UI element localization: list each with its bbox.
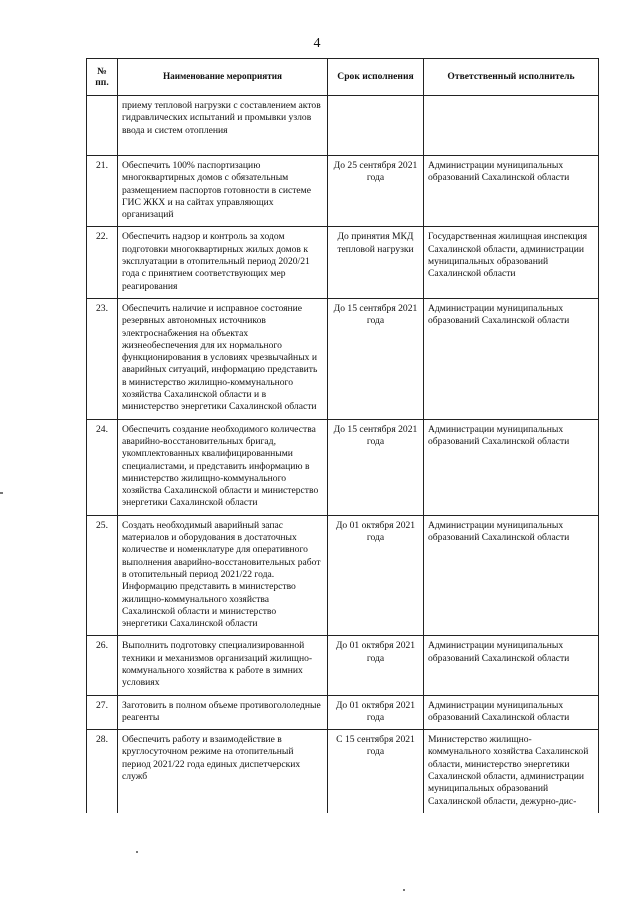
row-number-cell: 23.	[87, 298, 118, 419]
deadline-cell: До 25 сентября 2021 года	[328, 156, 424, 227]
table-row	[87, 419, 599, 515]
activity-name-cell: Обеспечить создание необходимого количества аварийно-восстановительных бригад, укомплектованных квалифицированными специалистами, и представить информацию в министерство жилищно-коммунального хозяйства Сахалинской области и министерство энергетики Сахалинской области	[118, 419, 328, 515]
deadline-cell: До 01 октября 2021 года	[328, 515, 424, 636]
page-number: 4	[313, 36, 321, 51]
activity-name-cell: Заготовить в полном объеме противогололедные реагенты	[118, 695, 328, 730]
executor-cell: Администрации муниципальных образований Сахалинской области	[424, 695, 599, 730]
table-row	[87, 636, 599, 695]
deadline-cell: До 15 сентября 2021 года	[328, 298, 424, 419]
row-number-cell	[87, 96, 118, 156]
table-row-continuation	[87, 96, 599, 156]
row-number-cell: 21.	[87, 156, 118, 227]
deadline-cell: С 15 сентября 2021 года	[328, 730, 424, 813]
header-deadline: Срок исполнения	[328, 59, 424, 96]
deadline-cell: До 01 октября 2021 года	[328, 695, 424, 730]
header-number: № пп.	[87, 59, 118, 96]
row-number-cell: 26.	[87, 636, 118, 695]
activity-name-cell: Обеспечить наличие и исправное состояние резервных автономных источников электроснабжения на объектах жизнеобеспечения для их нормального функционирования в условиях чрезвычайных и аварийных ситуаций, информацию представить в министерство жилищно-коммунального хозяйства Сахалинской области и в министерство энергетики Сахалинской области	[118, 298, 328, 419]
deadline-cell: До 01 октября 2021 года	[328, 636, 424, 695]
header-executor: Ответственный исполнитель	[424, 59, 599, 96]
row-number-cell: 22.	[87, 227, 118, 298]
executor-cell: Администрации муниципальных образований Сахалинской области	[424, 419, 599, 515]
row-number-cell: 25.	[87, 515, 118, 636]
table-row	[87, 227, 599, 298]
activity-name-cell: Выполнить подготовку специализированной техники и механизмов организаций жилищно-коммунального хозяйства к работе в зимних условиях	[118, 636, 328, 695]
executor-cell	[424, 96, 599, 156]
scan-mark	[0, 492, 3, 494]
deadline-cell: До 15 сентября 2021 года	[328, 419, 424, 515]
activity-name-cell: Создать необходимый аварийный запас материалов и оборудования в достаточных количестве и номенклатуре для оперативного выполнения аварийно-восстановительных работ в отопительный период 2021/22 года. Информацию представить в министерство жилищно-коммунального хозяйства Сахалинской области и министерство энергетики Сахалинской области	[118, 515, 328, 636]
activity-name-cell: Обеспечить 100% паспортизацию многоквартирных домов с обязательным размещением паспортов готовности в системе ГИС ЖКХ и на сайтах управляющих организаций	[118, 156, 328, 227]
table-row	[87, 695, 599, 730]
table-row	[87, 156, 599, 227]
activity-name-cell: приему тепловой нагрузки с составлением актов гидравлических испытаний и промывки узлов ввода и систем отопления	[118, 96, 328, 156]
row-number-cell: 24.	[87, 419, 118, 515]
scan-mark	[403, 889, 405, 891]
measures-table	[86, 58, 599, 813]
activity-name-cell: Обеспечить надзор и контроль за ходом подготовки многоквартирных жилых домов к эксплуатации в отопительный период 2020/21 года с принятием соответствующих мер реагирования	[118, 227, 328, 298]
table-header-row	[87, 59, 599, 96]
executor-cell: Государственная жилищная инспекция Сахалинской области, администрации муниципальных образований Сахалинской области	[424, 227, 599, 298]
activity-name-cell: Обеспечить работу и взаимодействие в круглосуточном режиме на отопительный период 2021/22 года единых диспетчерских служб	[118, 730, 328, 813]
row-number-cell: 28.	[87, 730, 118, 813]
table-row	[87, 730, 599, 813]
row-number-cell: 27.	[87, 695, 118, 730]
scan-mark	[136, 851, 138, 853]
executor-cell: Министерство жилищно-коммунального хозяйства Сахалинской области, министерство энергетики Сахалинской области, администрации муниципальных образований Сахалинской области, дежурно-дис-	[424, 730, 599, 813]
header-activity-name: Наименование мероприятия	[118, 59, 328, 96]
deadline-cell: До принятия МКД тепловой нагрузки	[328, 227, 424, 298]
executor-cell: Администрации муниципальных образований Сахалинской области	[424, 515, 599, 636]
executor-cell: Администрации муниципальных образований Сахалинской области	[424, 636, 599, 695]
table-row	[87, 515, 599, 636]
deadline-cell	[328, 96, 424, 156]
table-row	[87, 298, 599, 419]
executor-cell: Администрации муниципальных образований Сахалинской области	[424, 298, 599, 419]
executor-cell: Администрации муниципальных образований Сахалинской области	[424, 156, 599, 227]
